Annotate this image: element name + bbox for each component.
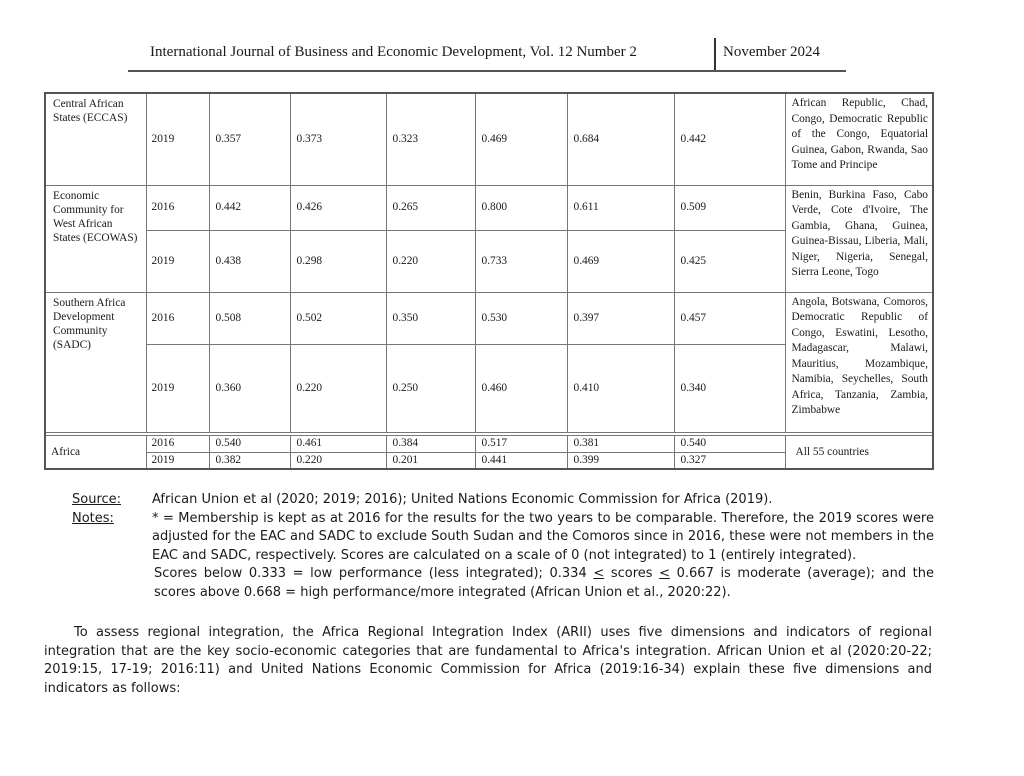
year-cell: 2016 <box>146 185 209 230</box>
score-cell: 0.441 <box>475 452 567 469</box>
notes-block <box>72 510 934 603</box>
notes-text <box>152 510 934 603</box>
year-cell: 2016 <box>146 292 209 344</box>
score-cell: 0.438 <box>209 230 290 292</box>
score-cell: 0.220 <box>290 452 386 469</box>
score-cell: 0.457 <box>674 292 785 344</box>
score-cell: 0.265 <box>386 185 475 230</box>
region-cell: Africa <box>45 435 146 469</box>
table-notes <box>72 491 934 603</box>
score-cell: 0.340 <box>674 344 785 432</box>
score-cell: 0.426 <box>290 185 386 230</box>
score-cell: 0.323 <box>386 93 475 185</box>
less-equal-symbol: < <box>659 566 671 582</box>
members-cell: Angola, Botswana, Comoros, Democratic Republic of Congo, Eswatini, Lesotho, Madagascar, Malawi, Mauritius, Mozambique, Namibia, Seychelles, South Africa, Tanzania, Zambia, Zimbabwe <box>785 292 933 432</box>
journal-title: International Journal of Business and Economic Development, Vol. 12 Number 2 <box>150 44 637 60</box>
score-cell: 0.381 <box>567 435 674 452</box>
region-cell: Southern Africa Development Community (SADC) <box>45 292 146 432</box>
members-cell: All 55 countries <box>785 435 933 469</box>
header-separator <box>714 38 716 72</box>
score-cell: 0.220 <box>386 230 475 292</box>
year-cell: 2019 <box>146 230 209 292</box>
score-cell: 0.220 <box>290 344 386 432</box>
members-cell: Benin, Burkina Faso, Cabo Verde, Cote d'Ivoire, The Gambia, Ghana, Guinea, Guinea-Bissau, Liberia, Mali, Niger, Nigeria, Senegal, Sierra Leone, Togo <box>785 185 933 292</box>
score-cell: 0.298 <box>290 230 386 292</box>
score-cell: 0.800 <box>475 185 567 230</box>
score-cell: 0.350 <box>386 292 475 344</box>
notes-paragraph-2: Scores below 0.333 = low performance (less integrated); 0.334 < scores < 0.667 is moderate (average); and the scores above 0.668 = high performance/more integrated (African Union et al., 2020:22). <box>154 566 935 600</box>
score-cell: 0.250 <box>386 344 475 432</box>
score-cell: 0.461 <box>290 435 386 452</box>
source-line <box>72 491 934 510</box>
score-cell: 0.509 <box>674 185 785 230</box>
score-cell: 0.530 <box>475 292 567 344</box>
score-cell: 0.469 <box>475 93 567 185</box>
score-cell: 0.384 <box>386 435 475 452</box>
body-paragraph: To assess regional integration, the Africa Regional Integration Index (ARII) uses five dimensions and indicators of regional integration that are the key socio-economic categories that are fundamental to Africa's integration. African Union et al (2020:20-22; 2019:15, 17-19; 2016:11) and United Nations Economic Commission for Africa (2019:16-34) explain these five dimensions and indicators as follows: <box>44 625 932 696</box>
year-cell: 2016 <box>146 435 209 452</box>
score-cell: 0.684 <box>567 93 674 185</box>
score-cell: 0.469 <box>567 230 674 292</box>
year-cell: 2019 <box>146 93 209 185</box>
score-cell: 0.540 <box>674 435 785 452</box>
score-cell: 0.502 <box>290 292 386 344</box>
score-cell: 0.442 <box>209 185 290 230</box>
less-equal-symbol: < <box>593 566 605 582</box>
score-cell: 0.540 <box>209 435 290 452</box>
members-cell: African Republic, Chad, Congo, Democratic Republic of the Congo, Equatorial Guinea, Gabon, Rwanda, Sao Tome and Principe <box>785 93 933 185</box>
score-cell: 0.399 <box>567 452 674 469</box>
region-cell: Economic Community for West African States (ECOWAS) <box>45 185 146 292</box>
table-row <box>45 93 933 185</box>
score-cell: 0.410 <box>567 344 674 432</box>
score-cell: 0.611 <box>567 185 674 230</box>
region-cell: Central African States (ECCAS) <box>45 93 146 185</box>
score-cell: 0.517 <box>475 435 567 452</box>
score-cell: 0.508 <box>209 292 290 344</box>
table-row <box>45 435 933 452</box>
notes-paragraph-1: * = Membership is kept as at 2016 for the results for the two years to be comparable. Therefore, the 2019 scores were adjusted for the EAC and SADC to exclude South Sudan and the Comoros since in 2016, these were not members in the EAC and SADC, respectively. Scores are calculated on a scale of 0 (not integrated) to 1 (entirely integrated). <box>152 510 934 563</box>
year-cell: 2019 <box>146 452 209 469</box>
source-label: Source: <box>72 492 122 507</box>
score-cell: 0.357 <box>209 93 290 185</box>
year-cell: 2019 <box>146 344 209 432</box>
score-cell: 0.397 <box>567 292 674 344</box>
score-cell: 0.360 <box>209 344 290 432</box>
score-cell: 0.460 <box>475 344 567 432</box>
issue-date: November 2024 <box>723 44 821 60</box>
score-cell: 0.373 <box>290 93 386 185</box>
score-cell: 0.442 <box>674 93 785 185</box>
integration-scores-table <box>44 92 934 470</box>
table-row <box>45 185 933 230</box>
page-header <box>128 42 846 72</box>
notes-label: Notes: <box>72 510 114 526</box>
header-rule <box>128 70 846 72</box>
source-text: African Union et al (2020; 2019; 2016); United Nations Economic Commission for Africa (2019). <box>152 492 773 507</box>
score-cell: 0.733 <box>475 230 567 292</box>
table-row <box>45 292 933 344</box>
score-cell: 0.382 <box>209 452 290 469</box>
score-cell: 0.201 <box>386 452 475 469</box>
score-cell: 0.327 <box>674 452 785 469</box>
score-cell: 0.425 <box>674 230 785 292</box>
